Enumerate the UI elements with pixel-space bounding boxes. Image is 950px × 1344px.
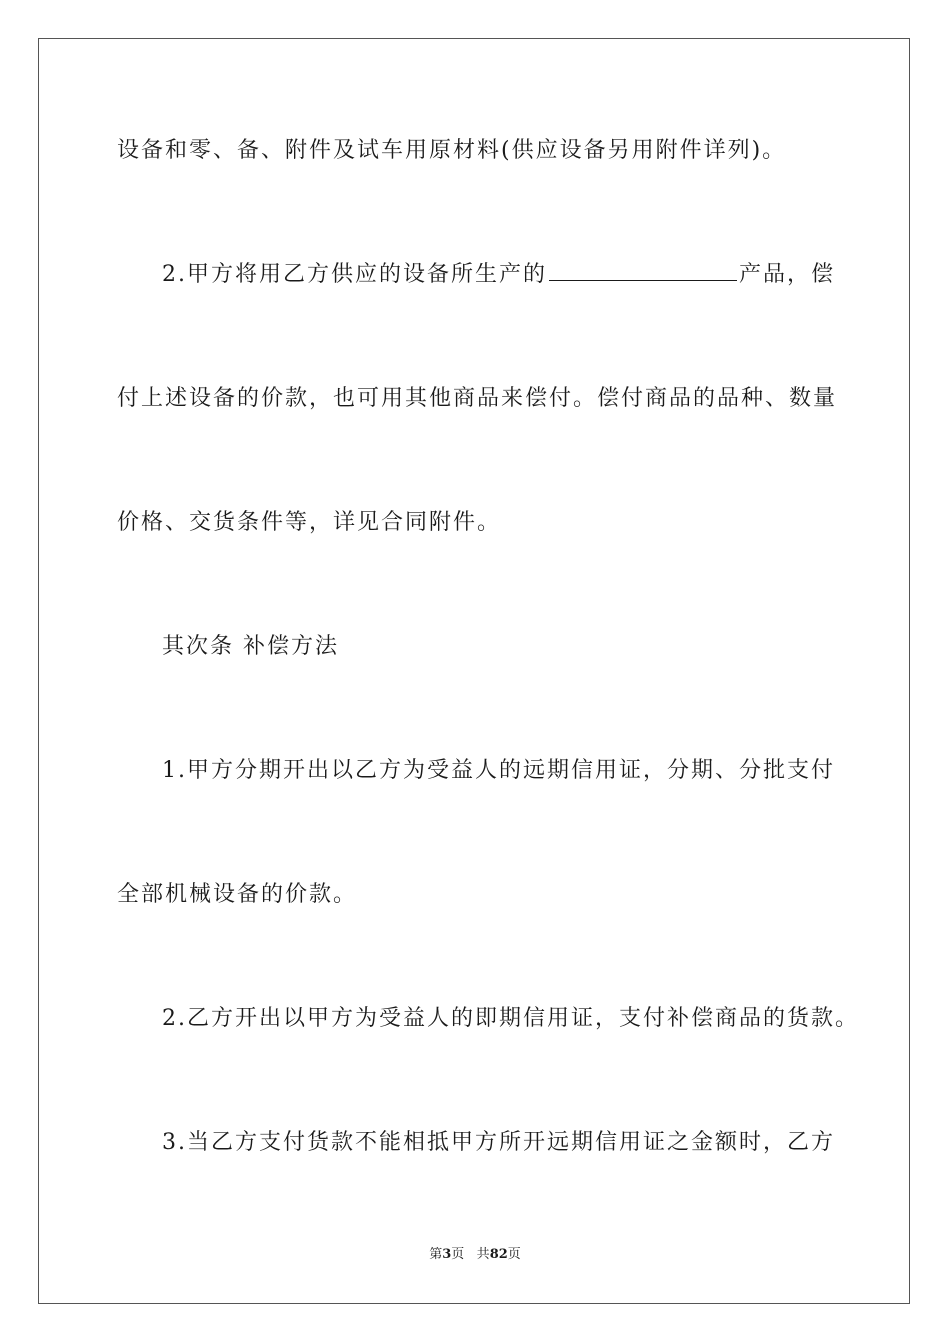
paragraph-line-2: [162, 260, 835, 290]
page-footer: [0, 1246, 950, 1264]
footer-page-prefix: 第: [429, 1247, 443, 1262]
footer-total-unit: 页: [507, 1247, 521, 1262]
page-border: [38, 38, 910, 1304]
fill-in-blank: [549, 262, 737, 281]
paragraph-line-9: 3.当乙方支付货款不能相抵甲方所开远期信用证之金额时，乙方: [162, 1130, 835, 1155]
paragraph-line-1: 设备和零、备、附件及试车用原材料(供应设备另用附件详列)。: [117, 138, 787, 163]
paragraph-line-4: 价格、交货条件等，详见合同附件。: [117, 510, 502, 535]
paragraph-line-7: 全部机械设备的价款。: [117, 882, 358, 907]
paragraph-line-8: 2.乙方开出以甲方为受益人的即期信用证，支付补偿商品的货款。: [162, 1006, 859, 1031]
footer-total-prefix: 共: [476, 1247, 490, 1262]
footer-page-unit: 页: [451, 1247, 465, 1262]
paragraph-line-3: 付上述设备的价款，也可用其他商品来偿付。偿付商品的品种、数量: [117, 386, 838, 411]
paragraph-line-6: 1.甲方分期开出以乙方为受益人的远期信用证，分期、分批支付: [162, 758, 835, 783]
footer-page-current: 3: [442, 1247, 452, 1262]
paragraph-line-2-start: 2.甲方将用乙方供应的设备所生产的: [162, 262, 547, 287]
paragraph-line-2-end: 产品，偿: [739, 262, 836, 287]
section-heading: 其次条 补偿方法: [162, 634, 339, 659]
footer-page-total: 82: [489, 1247, 508, 1262]
